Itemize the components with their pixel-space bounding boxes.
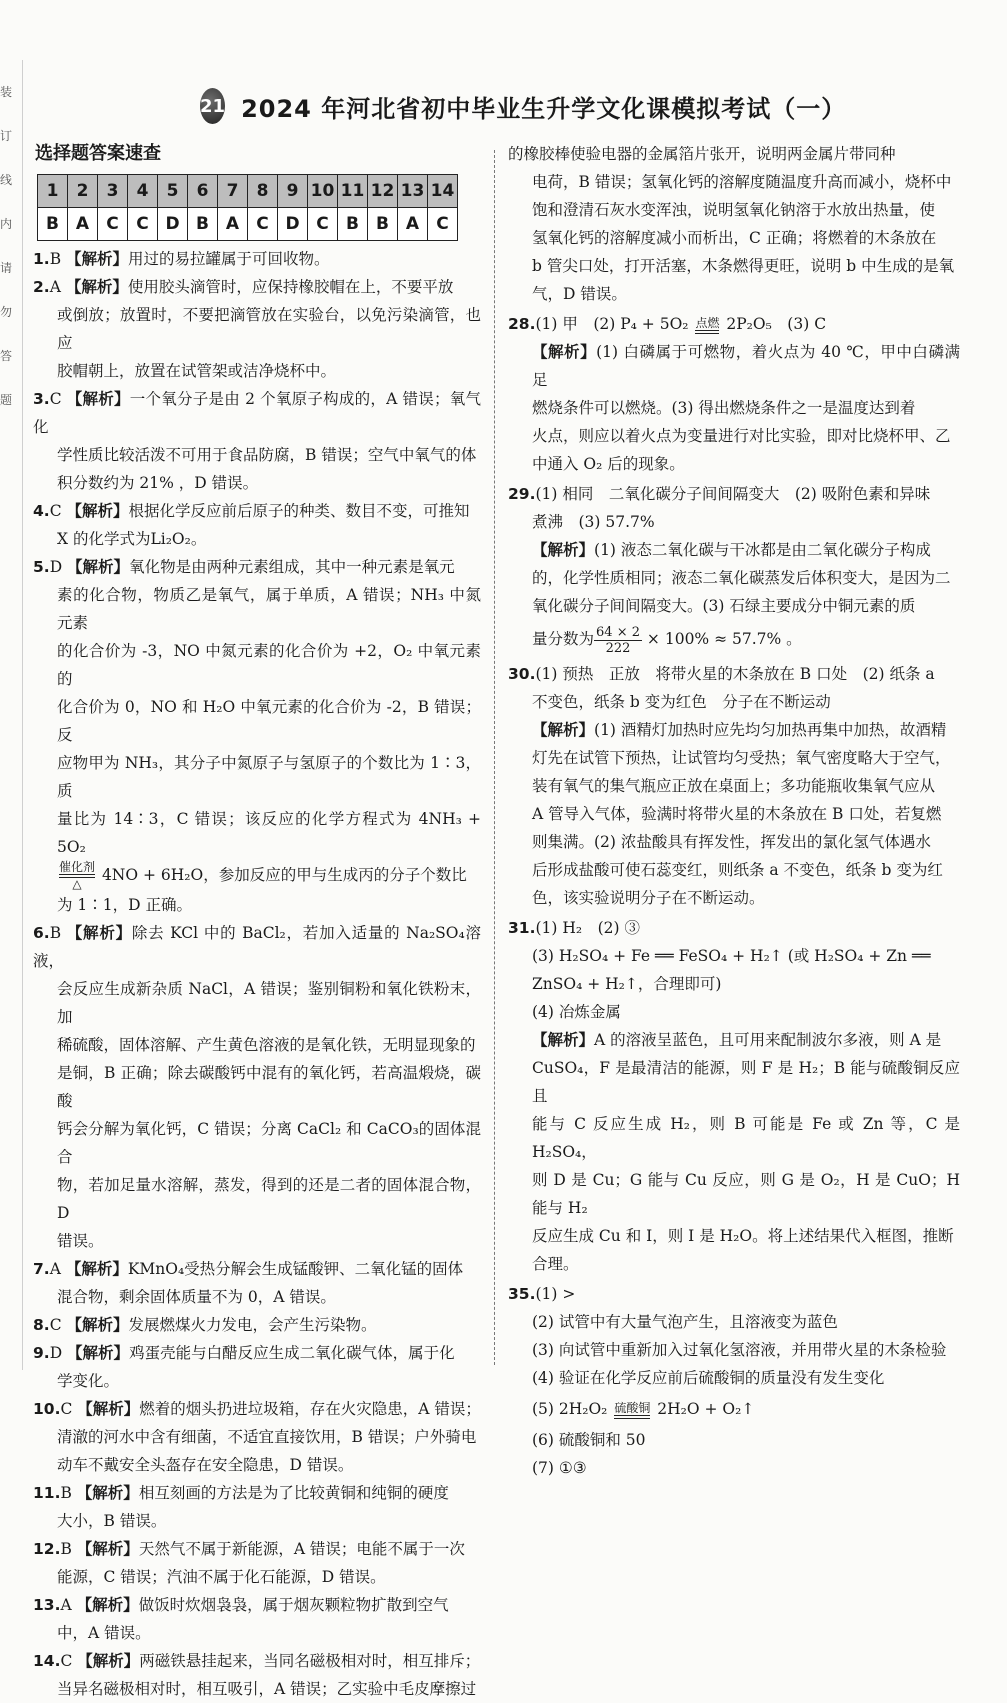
answer-line: 5.D 【解析】氧化物是由两种元素组成，其中一种元素是氧元 bbox=[33, 558, 455, 576]
answer-table-number-cell: 1 bbox=[38, 175, 68, 208]
answer-table-number-cell: 13 bbox=[398, 175, 428, 208]
answer-table-answer-cell: C bbox=[428, 208, 458, 241]
answer-line: 灯先在试管下预热，让试管均匀受热；氧气密度略大于空气， bbox=[532, 749, 951, 767]
answer-table-answer-row bbox=[38, 208, 458, 241]
analysis-label: 【解析】 bbox=[66, 502, 129, 520]
answer-table-number-cell: 2 bbox=[68, 175, 98, 208]
analysis-label: 【解析】 bbox=[67, 1344, 130, 1362]
condition-bar bbox=[614, 1415, 650, 1419]
answer-table-answer-cell: A bbox=[398, 208, 428, 241]
answer-line: 合理。 bbox=[532, 1255, 579, 1273]
answer-line: 会反应生成新杂质 NaCl，A 错误；鉴别铜粉和氧化铁粉末，加 bbox=[57, 980, 481, 1026]
answer-line: 反应生成 Cu 和 I，则 I 是 H₂O。将上述结果代入框图，推断 bbox=[532, 1227, 954, 1245]
answer-line: 煮沸 (3) 57.7% bbox=[532, 513, 655, 531]
left-column bbox=[33, 140, 481, 1703]
edge-glyph: 请 bbox=[0, 261, 13, 275]
answer-line: 氧化碳分子间间隔变大。(3) 石绿主要成分中铜元素的质 bbox=[532, 597, 916, 615]
question-number: 8. bbox=[33, 1316, 50, 1334]
answer-line: (3) H₂SO₄ + Fe ══ FeSO₄ + H₂↑ (或 H₂SO₄ + Zn ══ bbox=[532, 947, 931, 965]
answer-line: 量比为 14∶3，C 错误；该反应的化学方程式为 4NH₃ + 5O₂ bbox=[57, 810, 481, 856]
binding-edge-line bbox=[22, 60, 23, 1370]
answer-table-number-cell: 3 bbox=[98, 175, 128, 208]
answer-line: 学变化。 bbox=[57, 1372, 120, 1390]
fraction-numerator: 64 × 2 bbox=[596, 624, 640, 640]
edge-glyph: 装 bbox=[0, 85, 13, 99]
answer-line: 35.(1) > bbox=[508, 1285, 576, 1303]
question-number: 10. bbox=[33, 1400, 61, 1418]
answer-table-answer-cell: C bbox=[128, 208, 158, 241]
answer-line: 饱和澄清石灰水变浑浊，说明氢氧化钠溶于水放出热量，使 bbox=[532, 201, 936, 219]
answer-line: 11.B 【解析】相互刻画的方法是为了比较黄铜和纯铜的硬度 bbox=[33, 1484, 449, 1502]
answer-line: 电荷，B 错误；氢氧化钙的溶解度随温度升高而减小，烧杯中 bbox=[532, 173, 952, 191]
answer-line: 动车不戴安全头盔存在安全隐患，D 错误。 bbox=[57, 1456, 354, 1474]
reaction-condition bbox=[612, 1402, 652, 1419]
answer-table-number-cell: 12 bbox=[368, 175, 398, 208]
answer-table-answer-cell: B bbox=[38, 208, 68, 241]
answer-line: 【解析】(1) 酒精灯加热时应先均匀加热再集中加热，故酒精 bbox=[532, 721, 947, 739]
analysis-label: 【解析】 bbox=[65, 1260, 128, 1278]
answer-line: X 的化学式为Li₂O₂。 bbox=[57, 530, 207, 548]
answer-line: 胶帽朝上，放置在试管架或洁净烧杯中。 bbox=[57, 362, 337, 380]
answer-table-answer-cell: C bbox=[308, 208, 338, 241]
answer-line: 则集满。(2) 浓盐酸具有挥发性，挥发出的氯化氢气体遇水 bbox=[532, 833, 931, 851]
edge-glyph: 内 bbox=[0, 217, 13, 231]
answer-line: 29.(1) 相同 二氧化碳分子间间隔变大 (2) 吸附色素和异味 bbox=[508, 485, 931, 503]
question-number: 2. bbox=[33, 278, 50, 296]
answer-line: 化合价为 0，NO 和 H₂O 中氧元素的化合价为 -2，B 错误；反 bbox=[57, 698, 481, 744]
analysis-label: 【解析】 bbox=[66, 1316, 129, 1334]
answer-line: 【解析】(1) 液态二氧化碳与干冰都是由二氧化碳分子构成 bbox=[532, 541, 931, 559]
edge-glyph: 订 bbox=[0, 129, 13, 143]
answer-table-title: 选择题答案速查 bbox=[35, 143, 161, 164]
question-number: 12. bbox=[33, 1540, 61, 1558]
answer-line: 燃烧条件可以燃烧。(3) 得出燃烧条件之一是温度达到着 bbox=[532, 399, 916, 417]
analysis-label: 【解析】 bbox=[77, 1652, 140, 1670]
question-number: 6. bbox=[33, 924, 50, 942]
left-answer-list bbox=[33, 245, 481, 1703]
answer-table-answer-cell: C bbox=[98, 208, 128, 241]
answer-line: (2) 试管中有大量气泡产生，且溶液变为蓝色 bbox=[532, 1313, 838, 1331]
answer-line: 则 D 是 Cu；G 能与 Cu 反应，则 G 是 O₂，H 是 CuO；H 能与 H₂ bbox=[532, 1171, 960, 1217]
answer-table-number-row bbox=[38, 175, 458, 208]
right-column bbox=[508, 140, 960, 1482]
answer-table-answer-cell: D bbox=[278, 208, 308, 241]
question-number: 7. bbox=[33, 1260, 50, 1278]
answer-table-answer-cell: B bbox=[338, 208, 368, 241]
answer-table-number-cell: 4 bbox=[128, 175, 158, 208]
answer-line: 不变色，纸条 b 变为红色 分子在不断运动 bbox=[532, 693, 831, 711]
question-number: 11. bbox=[33, 1484, 61, 1502]
answer-line: b 管尖口处，打开活塞，木条燃得更旺，说明 b 中生成的是氧 bbox=[532, 257, 955, 275]
answer-line: (7) ①③ bbox=[532, 1459, 587, 1477]
answer-line: 31.(1) H₂ (2) ③ bbox=[508, 919, 640, 937]
answer-line: 28.(1) 甲 (2) P₄ + 5O₂ 点燃 2P₂O₅ (3) C bbox=[508, 315, 827, 333]
answer-line: 10.C 【解析】燃着的烟头扔进垃圾箱，存在火灾隐患，A 错误； bbox=[33, 1400, 481, 1418]
answer-line: 催化剂 △ 4NO + 6H₂O，参加反应的甲与生成丙的分子个数比 bbox=[59, 860, 467, 891]
answer-line: 的橡胶棒使验电器的金属箔片张开，说明两金属片带同种 bbox=[508, 145, 896, 163]
answer-line: 积分数约为 21% ，D 错误。 bbox=[57, 474, 259, 492]
answer-line: 气，D 错误。 bbox=[532, 285, 627, 303]
answer-table-answer-cell: B bbox=[188, 208, 218, 241]
question-number: 3. bbox=[33, 390, 50, 408]
question-number: 30. bbox=[508, 665, 536, 683]
analysis-label: 【解析】 bbox=[532, 721, 595, 739]
answer-line: 7.A 【解析】KMnO₄受热分解会生成锰酸钾、二氧化锰的固体 bbox=[33, 1260, 464, 1278]
answer-line: 14.C 【解析】两磁铁悬挂起来，当同名磁极相对时，相互排斥； bbox=[33, 1652, 481, 1670]
answer-table-answer-cell: C bbox=[248, 208, 278, 241]
answer-line: 13.A 【解析】做饭时炊烟袅袅，属于烟灰颗粒物扩散到空气 bbox=[33, 1596, 449, 1614]
answer-line: 量分数为 $\frac{64 \times 2}{222}$ × 100% ≈ 57.7% 。 bbox=[532, 624, 802, 656]
analysis-label: 【解析】 bbox=[66, 390, 130, 408]
reaction-condition bbox=[57, 861, 97, 891]
edge-glyph: 线 bbox=[0, 173, 13, 187]
answer-line: 【解析】A 的溶液呈蓝色，且可用来配制波尔多液，则 A 是 bbox=[532, 1031, 942, 1049]
analysis-label: 【解析】 bbox=[532, 343, 597, 361]
analysis-label: 【解析】 bbox=[76, 1484, 139, 1502]
answer-line: 8.C 【解析】发展燃煤火力发电，会产生污染物。 bbox=[33, 1316, 377, 1334]
question-number: 28. bbox=[508, 315, 536, 333]
answer-line: 氢氧化钙的溶解度减小而析出，C 正确；将燃着的木条放在 bbox=[532, 229, 937, 247]
answer-table-number-cell: 5 bbox=[158, 175, 188, 208]
condition-top: 点燃 bbox=[695, 315, 720, 330]
question-number: 5. bbox=[33, 558, 50, 576]
answer-line: 钙会分解为氧化钙，C 错误；分离 CaCl₂ 和 CaCO₃的固体混合 bbox=[57, 1120, 481, 1166]
answer-line: 物，若加足量水溶解，蒸发，得到的还是二者的固体混合物，D bbox=[57, 1176, 481, 1222]
analysis-label: 【解析】 bbox=[66, 924, 132, 942]
answer-line: 大小，B 错误。 bbox=[57, 1512, 167, 1530]
analysis-label: 【解析】 bbox=[532, 1031, 595, 1049]
analysis-label: 【解析】 bbox=[66, 250, 129, 268]
answer-table-number-cell: 8 bbox=[248, 175, 278, 208]
question-number: 9. bbox=[33, 1344, 50, 1362]
analysis-label: 【解析】 bbox=[67, 558, 130, 576]
answer-line: 【解析】(1) 白磷属于可燃物，着火点为 40 ℃，甲中白磷满足 bbox=[532, 343, 960, 389]
answer-line: 能与 C 反应生成 H₂，则 B 可能是 Fe 或 Zn 等，C 是 H₂SO₄， bbox=[532, 1115, 960, 1161]
analysis-label: 【解析】 bbox=[65, 278, 128, 296]
answer-line: 混合物，剩余固体质量不为 0，A 错误。 bbox=[57, 1288, 336, 1306]
answer-line: (6) 硫酸铜和 50 bbox=[532, 1431, 646, 1449]
answer-line: (4) 验证在化学反应前后硫酸铜的质量没有发生变化 bbox=[532, 1369, 885, 1387]
answer-line: 30.(1) 预热 正放 将带火星的木条放在 B 口处 (2) 纸条 a bbox=[508, 665, 935, 683]
answer-line: 9.D 【解析】鸡蛋壳能与白醋反应生成二氧化碳气体，属于化 bbox=[33, 1344, 455, 1362]
answer-table-number-cell: 14 bbox=[428, 175, 458, 208]
answer-line: 素的化合物，物质乙是氧气，属于单质，A 错误；NH₃ 中氮元素 bbox=[57, 586, 481, 632]
answer-line: CuSO₄，F 是最清洁的能源，则 F 是 H₂；B 能与硫酸铜反应且 bbox=[532, 1059, 960, 1105]
answer-table-answer-cell: A bbox=[218, 208, 248, 241]
answer-line: (5) 2H₂O₂ 硫酸铜 2H₂O + O₂↑ bbox=[532, 1400, 755, 1418]
answer-table-answer-cell: B bbox=[368, 208, 398, 241]
question-number: 4. bbox=[33, 502, 50, 520]
answer-line: 中通入 O₂ 后的现象。 bbox=[532, 455, 685, 473]
answer-line: 3.C 【解析】一个氧分子是由 2 个氧原子构成的，A 错误；氧气化 bbox=[33, 390, 481, 436]
page-header bbox=[200, 86, 847, 126]
answer-line: 的化合价为 -3，NO 中氮元素的化合价为 +2，O₂ 中氧元素的 bbox=[57, 642, 481, 688]
edge-glyph: 答 bbox=[0, 349, 13, 363]
question-number: 1. bbox=[33, 250, 50, 268]
analysis-label: 【解析】 bbox=[532, 541, 595, 559]
edge-glyph: 题 bbox=[0, 393, 13, 407]
answer-line: (4) 冶炼金属 bbox=[532, 1003, 621, 1021]
analysis-label: 【解析】 bbox=[76, 1596, 139, 1614]
question-number: 35. bbox=[508, 1285, 536, 1303]
condition-top: 催化剂 bbox=[59, 860, 96, 874]
answer-line: (3) 向试管中重新加入过氧化氢溶液，并用带火星的木条检验 bbox=[532, 1341, 947, 1359]
answer-line: 当异名磁极相对时，相互吸引，A 错误；乙实验中毛皮摩擦过 bbox=[57, 1680, 477, 1698]
answer-line: A 管导入气体，验满时将带火星的木条放在 B 口处，若复燃 bbox=[532, 805, 942, 823]
answer-line: 应物甲为 NH₃，其分子中氮原子与氢原子的个数比为 1∶3，质 bbox=[57, 754, 481, 800]
question-number: 31. bbox=[508, 919, 536, 937]
answer-line: 4.C 【解析】根据化学反应前后原子的种类、数目不变，可推知 bbox=[33, 502, 470, 520]
fraction-denominator: 222 bbox=[605, 640, 631, 656]
answer-table-answer-cell: A bbox=[68, 208, 98, 241]
answer-table-number-cell: 10 bbox=[308, 175, 338, 208]
condition-top: 硫酸铜 bbox=[614, 1400, 651, 1415]
answer-line: 1.B 【解析】用过的易拉罐属于可回收物。 bbox=[33, 250, 330, 268]
answer-table-number-cell: 7 bbox=[218, 175, 248, 208]
answer-table-answer-cell: D bbox=[158, 208, 188, 241]
analysis-label: 【解析】 bbox=[77, 1400, 140, 1418]
answer-table-number-cell: 6 bbox=[188, 175, 218, 208]
condition-bottom: △ bbox=[72, 877, 82, 891]
answer-line: 是铜，B 正确；除去碳酸钙中混有的氧化钙，若高温煅烧，碳酸 bbox=[57, 1064, 481, 1110]
answer-line: 或倒放；放置时，不要把滴管放在实验台，以免污染滴管，也应 bbox=[57, 306, 481, 352]
binding-edge-glyphs bbox=[0, 70, 12, 422]
answer-line: 为 1∶1，D 正确。 bbox=[57, 896, 193, 914]
answer-line: 2.A 【解析】使用胶头滴管时，应保持橡胶帽在上，不要平放 bbox=[33, 278, 454, 296]
page-number-badge: 21 bbox=[200, 88, 225, 124]
answer-line: 清澈的河水中含有细菌，不适宜直接饮用，B 错误；户外骑电 bbox=[57, 1428, 477, 1446]
question-number: 14. bbox=[33, 1652, 61, 1670]
analysis-label: 【解析】 bbox=[76, 1540, 139, 1558]
condition-bar bbox=[695, 330, 719, 334]
answer-line: 稀硫酸，固体溶解、产生黄色溶液的是氧化铁，无明显现象的 bbox=[57, 1036, 476, 1054]
fraction bbox=[594, 625, 642, 656]
answer-table-number-cell: 9 bbox=[278, 175, 308, 208]
answer-line: 后形成盐酸可使石蕊变红，则纸条 a 不变色，纸条 b 变为红 bbox=[532, 861, 943, 879]
answer-line: 学性质比较活泼不可用于食品防腐，B 错误；空气中氧气的体 bbox=[57, 446, 477, 464]
answer-line: 错误。 bbox=[57, 1232, 104, 1250]
answer-line: ZnSO₄ + H₂↑，合理即可) bbox=[532, 975, 722, 993]
answer-line: 能源，C 错误；汽油不属于化石能源，D 错误。 bbox=[57, 1568, 386, 1586]
page-title: 2024 年河北省初中毕业生升学文化课模拟考试（一） bbox=[241, 94, 847, 123]
answer-line: 火点，则应以着火点为变量进行对比实验，即对比烧杯甲、乙 bbox=[532, 427, 951, 445]
answer-line: 色，该实验说明分子在不断运动。 bbox=[532, 889, 765, 907]
answer-line: 装有氧气的集气瓶应正放在桌面上；多功能瓶收集氧气应从 bbox=[532, 777, 936, 795]
column-divider bbox=[494, 150, 495, 1365]
question-number: 13. bbox=[33, 1596, 61, 1614]
answer-line: 的，化学性质相同；液态二氧化碳蒸发后体积变大，是因为二 bbox=[532, 569, 951, 587]
question-number: 29. bbox=[508, 485, 536, 503]
answer-line: 中，A 错误。 bbox=[57, 1624, 151, 1642]
edge-glyph: 勿 bbox=[0, 305, 13, 319]
answer-line: 6.B 【解析】除去 KCl 中的 BaCl₂，若加入适量的 Na₂SO₄溶液， bbox=[33, 924, 481, 970]
answer-line: 12.B 【解析】天然气不属于新能源，A 错误；电能不属于一次 bbox=[33, 1540, 465, 1558]
answer-table bbox=[37, 174, 458, 241]
reaction-condition bbox=[693, 317, 721, 334]
answer-table-number-cell: 11 bbox=[338, 175, 368, 208]
